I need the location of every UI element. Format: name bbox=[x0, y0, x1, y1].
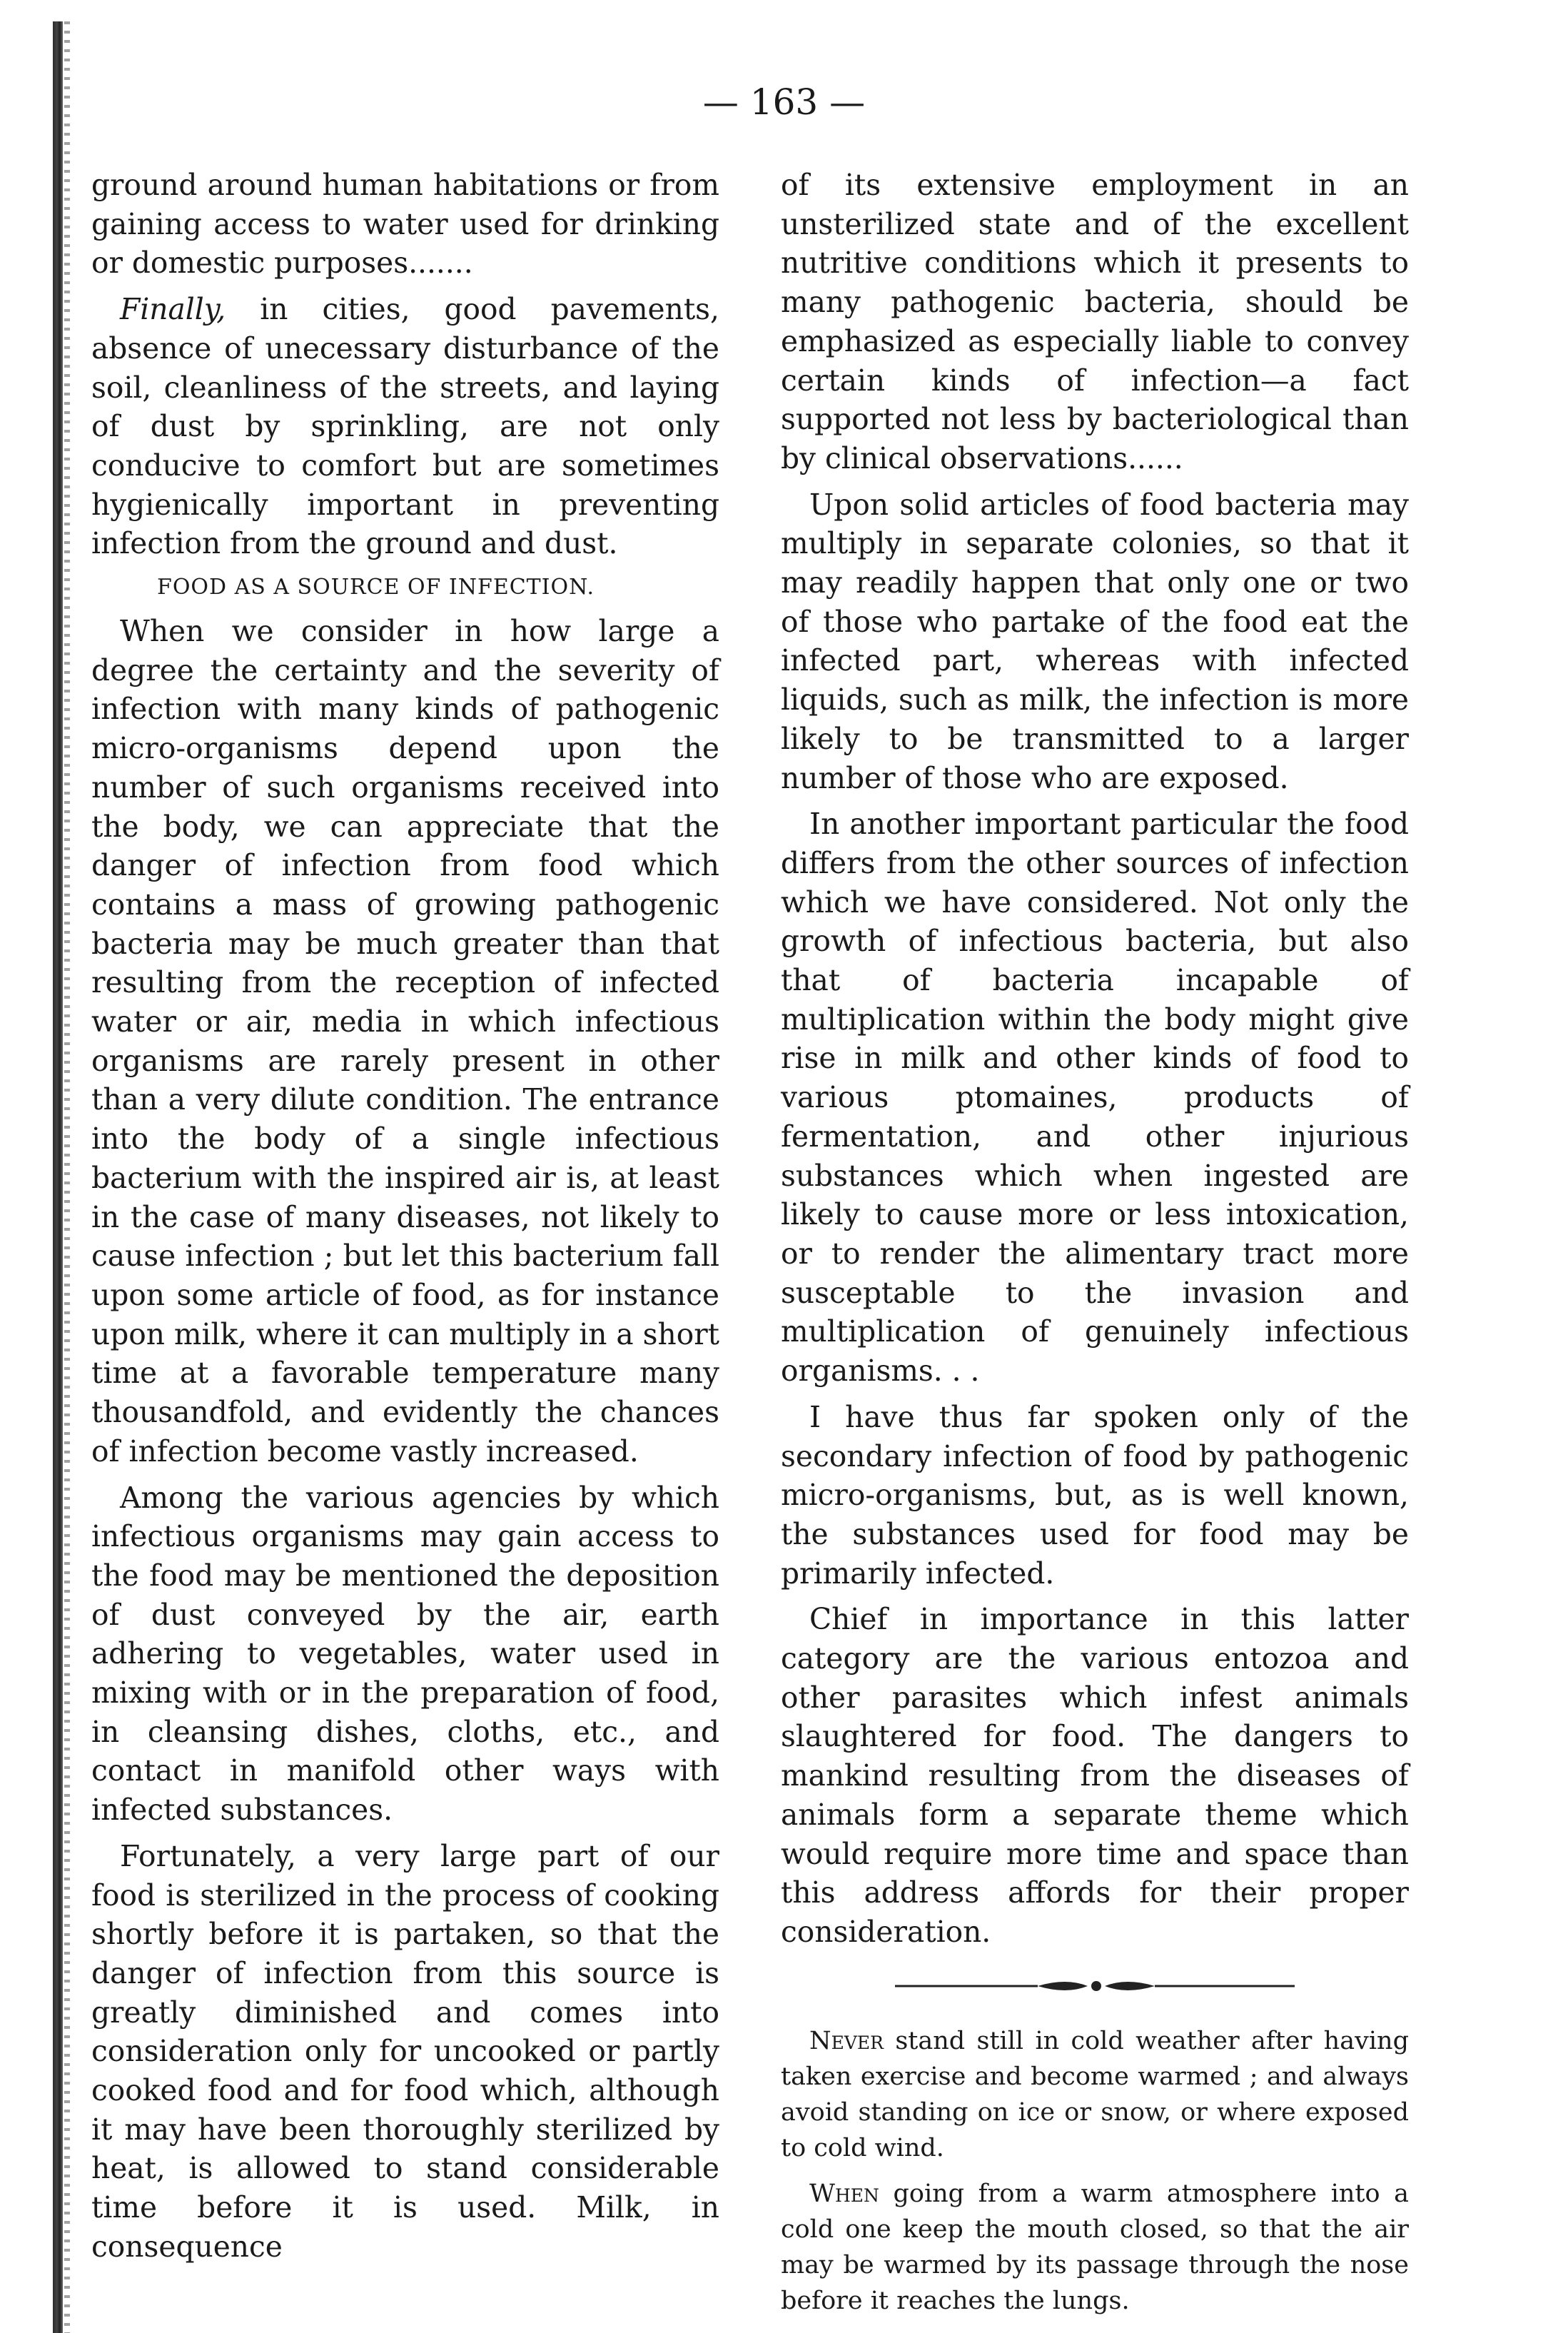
left-paragraph-3: When we consider in how large a degree the certainty and the severity of infection with many kinds of pathogenic micro-organisms depend upon the number of such organisms received into the body, we can appreciate that the danger of infection from food which contains a mass of growing pathogenic bacteria may be much greater than that resulting from the reception of infected water or air, media in which infectious organisms are rarely present in other than a very dilute condition. The entrance into the body of a single infectious bacterium with the inspired air is, at least in the case of many diseases, not likely to cause infection ; but let this bacterium fall upon some article of food, as for instance upon milk, where it can multiply in a short time at a favorable temperature many thousandfold, and evidently the chances of infection become vastly increased. bbox=[91, 614, 719, 1468]
note-warm-atmosphere bbox=[781, 2176, 1409, 2319]
right-paragraph-5: Chief in importance in this latter category are the various entozoa and other parasites which infest animals slaughtered for food. The dangers to mankind resulting from the diseases of animals form a separate theme which would require more time and space than this address affords for their proper consideration. bbox=[781, 1602, 1409, 1949]
right-paragraph-4: I have thus far spoken only of the secondary infection of food by pathogenic micro-organisms, but, as is well known, the substances used for food may be primarily infected. bbox=[781, 1399, 1409, 1591]
right-column bbox=[781, 166, 1409, 2329]
left-column bbox=[91, 166, 719, 2274]
note-1-lead: Never bbox=[809, 2026, 884, 2055]
page-number: — 163 — bbox=[702, 81, 866, 123]
note-1-text: stand still in cold weather after having taken exercise and become warmed ; and always avoid standing on ice or snow, or where exposed to cold wind. bbox=[781, 2026, 1409, 2162]
left-paragraph-1: ground around human habitations or from gaining access to water used for drinking or domestic purposes....... bbox=[91, 168, 719, 281]
finally-italic: Finally, bbox=[120, 292, 226, 327]
left-paragraph-4: Among the various agencies by which infectious organisms may gain access to the food may be mentioned the deposition of dust conveyed by the air, earth adhering to vegetables, water used in mixing with or in the preparation of food, in cleansing dishes, cloths, etc., and contact in manifold other ways with infected substances. bbox=[91, 1480, 719, 1828]
page-binding-edge bbox=[53, 21, 63, 2333]
note-cold-weather bbox=[781, 2023, 1409, 2166]
ornamental-divider bbox=[895, 1970, 1295, 2002]
right-paragraph-1: of its extensive employment in an unsterilized state and of the excellent nutritive conditions which it presents to many pathogenic bacteria, should be emphasized as especially liable to convey certain kinds of infection—a fact supported not less by bacteriological than by clinical observations...... bbox=[781, 168, 1409, 475]
note-2-text: going from a warm atmosphere into a cold one keep the mouth closed, so that the air may be warmed by its passage through the nose before it reaches the lungs. bbox=[781, 2179, 1409, 2315]
right-paragraph-3: In another important particular the food differs from the other sources of infection which we have considered. Not only the growth of infectious bacteria, but also that of bacteria incapable of multiplication within the body might give rise in milk and other kinds of food to various ptomaines, products of fermentation, and other injurious substances which when ingested are likely to cause more or less intoxication, or to render the alimentary tract more susceptable to the invasion and multiplication of genuinely infectious organisms. . . bbox=[781, 807, 1409, 1389]
note-2-lead: When bbox=[809, 2179, 879, 2208]
right-paragraph-2: Upon solid articles of food bacteria may multiply in separate colonies, so that it may readily happen that only one or two of those who partake of the food eat the infected part, whereas with infected liquids, such as milk, the infection is more likely to be transmitted to a larger number of those who are exposed. bbox=[781, 487, 1409, 795]
left-paragraph-5: Fortunately, a very large part of our food is sterilized in the process of cooking shortly before it is partaken, so that the danger of infection from this source is greatly diminished and comes into consideration only for uncooked or partly cooked food and for food which, although it may have been thoroughly sterilized by heat, is allowed to stand considerable time before it is used. Milk, in consequence bbox=[91, 1838, 719, 2264]
left-paragraph-2-text: in cities, good pavements, absence of unecessary disturbance of the soil, cleanliness of the streets, and laying of dust by sprinkling, are not only conducive to comfort but are sometimes hygienically important in preventing infection from the ground and dust. bbox=[91, 292, 719, 561]
section-heading: FOOD AS A SOURCE OF INFECTION. bbox=[157, 575, 595, 600]
left-paragraph-2 bbox=[91, 290, 719, 563]
